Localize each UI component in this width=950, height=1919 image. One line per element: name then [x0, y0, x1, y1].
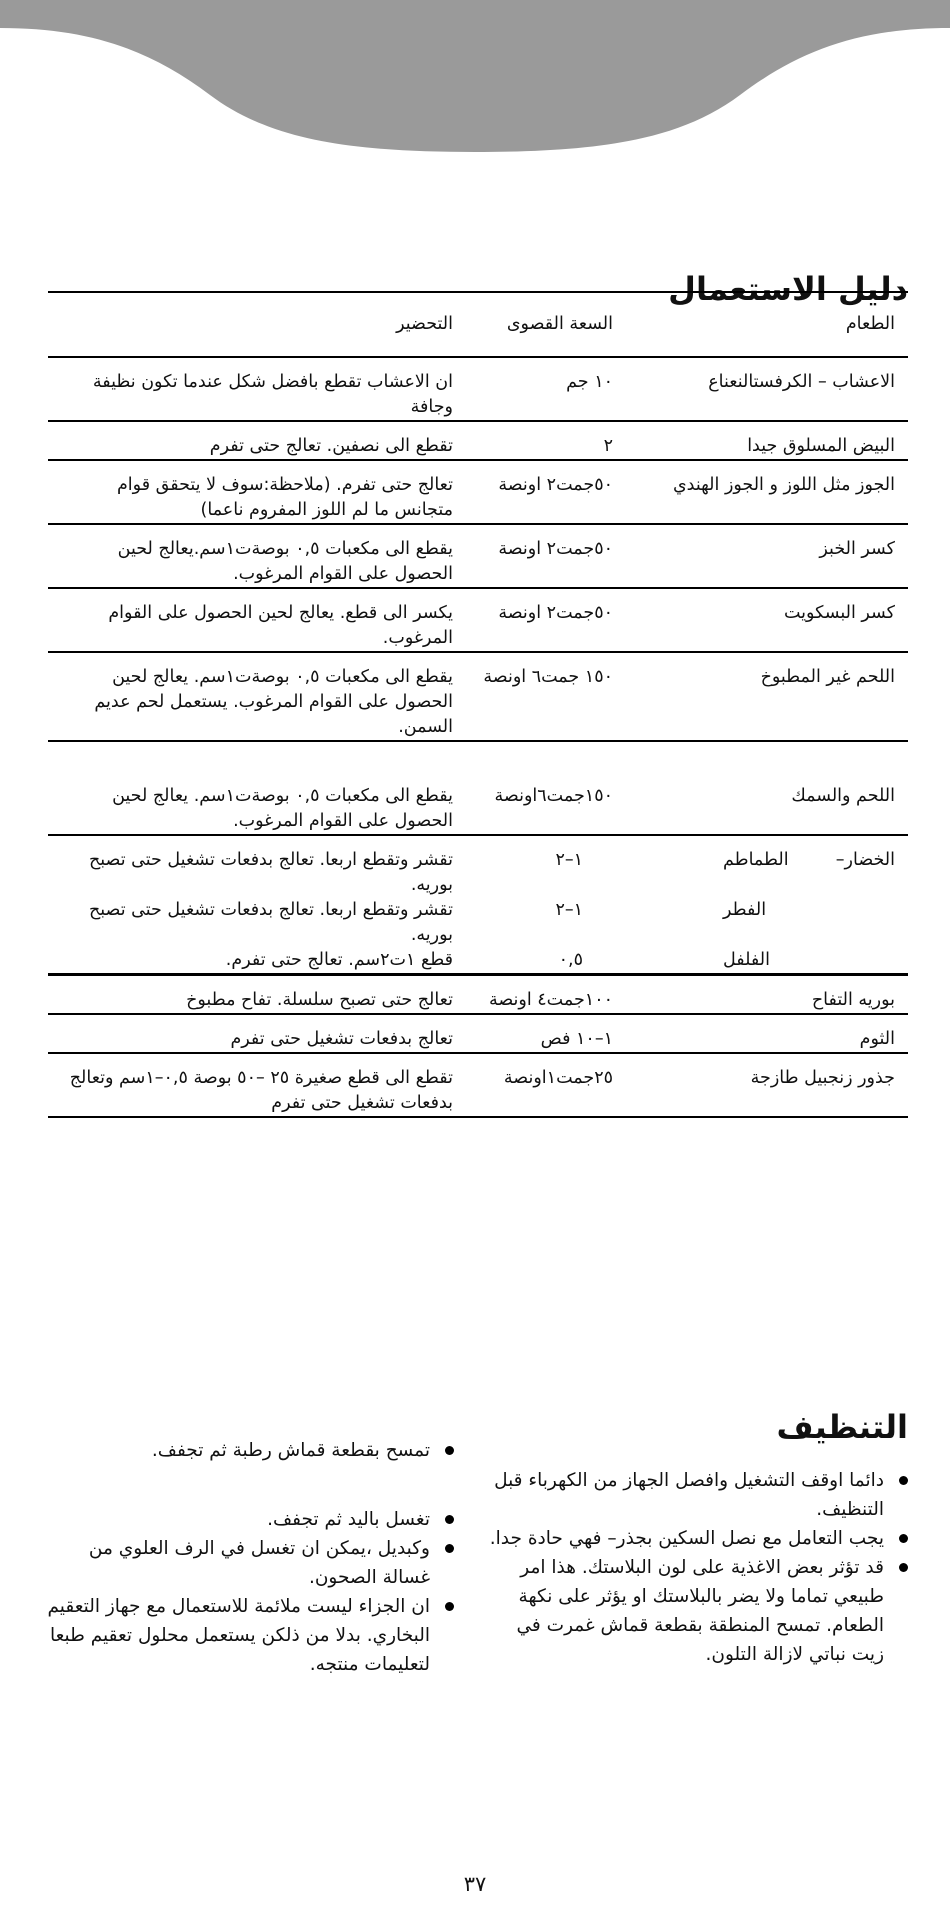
capacity-cell: ١٥٠ جمت٦ اونصة: [483, 667, 613, 687]
list-item: قد تؤثر بعض الاغذية على لون البلاستك. هذا امر طبيعي تماما ولا يضر بالبلاستك او يؤثر على نكهة الطعام. تمسح المنطقة بقطعة قماش غمرت في زيت نباتي لازالة التلون.: [488, 1553, 908, 1669]
food-cell: كسر الخبز: [819, 539, 895, 559]
preparation-cell: تقطع الى نصفين. تعالج حتى تفرم: [209, 436, 453, 456]
capacity-cell: ١–١٠ فص: [540, 1029, 613, 1049]
capacity-cell: [453, 835, 613, 975]
food-cell: كسر البسكويت: [783, 603, 895, 623]
capacity-cell: ٢: [603, 436, 613, 456]
vegetables-row: [48, 835, 908, 975]
vegetable-capacity: ١–٢: [555, 850, 583, 870]
cleaning-list-right: [488, 1466, 908, 1669]
preparation-cell: تعالج حتى تصبح سلسلة. تفاح مطبوخ: [186, 990, 453, 1010]
food-cell: بوريه التفاح: [811, 990, 895, 1010]
preparation-cell: يقطع الى مكعبات ٠,٥ بوصةت١سم. يعالج لحين الحصول على القوام المرغوب. يستعمل لحم عديم السمن.: [94, 667, 453, 737]
vegetable-line: [613, 948, 895, 973]
table-row: [48, 741, 908, 835]
preparation-cell: ان الاعشاب تقطع بافضل شكل عندما تكون نظيفة وجافة: [92, 372, 453, 417]
capacity-cell: ١٠ جم: [566, 372, 613, 392]
food-cell: البيض المسلوق جيدا: [747, 436, 895, 456]
vegetable-name: الطماطم: [723, 850, 789, 870]
preparation-cell: تعالج بدفعات تشغيل حتى تفرم: [230, 1029, 453, 1049]
header-food: الطعام: [845, 314, 895, 334]
header-capacity: السعة القصوى: [506, 314, 613, 334]
cleaning-list-left: [44, 1436, 454, 1679]
preparation-cell: تعالج حتى تفرم. (ملاحظة:سوف لا يتحقق قوام متجانس ما لم اللوز المفروم ناعما): [116, 475, 453, 520]
list-item: دائما اوقف التشغيل وافصل الجهاز من الكهرباء قبل التنظيف.: [488, 1466, 908, 1524]
vegetable-preparation: تقشر وتقطع اربعا. تعالج بدفعات تشغيل حتى تصبح بوريه.: [88, 850, 453, 895]
table-row: [48, 460, 908, 524]
preparation-cell: يكسر الى قطع. يعالج لحين الحصول على القوام المرغوب.: [108, 603, 453, 648]
food-cell: اللحم والسمك: [791, 786, 895, 806]
food-cell: الثوم: [859, 1029, 895, 1049]
table-row: [48, 1053, 908, 1117]
table-row: [48, 975, 908, 1015]
vegetable-capacity: ١–٢: [555, 900, 583, 920]
table-header-row: [48, 292, 908, 357]
table-row: [48, 652, 908, 741]
capacity-cell: ٥٠جمت٢ اونصة: [498, 475, 613, 495]
list-item: وكبديل ،يمكن ان تغسل في الرف العلوي من غسالة الصحون.: [44, 1534, 454, 1592]
preparation-cell: تقطع الى قطع صغيرة ٢٥ –٥٠ بوصة ٠,٥–١سم وتعالج بدفعات تشغيل حتى تفرم: [69, 1068, 453, 1113]
list-item: يجب التعامل مع نصل السكين بجذر– فهي حادة جدا.: [488, 1524, 908, 1553]
capacity-cell: ١٥٠جمت٦اونصة: [494, 786, 613, 806]
list-item: ان الجزاء ليست ملائمة للاستعمال مع جهاز التعقيم البخاري. بدلا من ذلكن يستعمل محلول تعقيم طبعا لتعليمات منتجه.: [44, 1592, 454, 1679]
list-item: تغسل باليد ثم تجفف.: [44, 1505, 454, 1534]
decorative-header-wave: [0, 0, 950, 160]
preparation-cell: يقطع الى مكعبات ٠,٥ بوصةت١سم. يعالج لحين الحصول على القوام المرغوب.: [112, 786, 453, 831]
vegetable-preparation: تقشر وتقطع اربعا. تعالج بدفعات تشغيل حتى تصبح بوريه.: [88, 900, 453, 945]
table-row: [48, 524, 908, 588]
vegetable-name: الفلفل: [723, 950, 770, 970]
vegetables-group-label: الخضار–: [835, 850, 895, 870]
vegetable-line: [613, 898, 895, 923]
vegetable-capacity: ٠,٥: [558, 950, 583, 970]
list-item: تمسح بقطعة قماش رطبة ثم تجفف.: [44, 1436, 454, 1465]
capacity-cell: ٥٠جمت٢ اونصة: [498, 603, 613, 623]
table-row: [48, 421, 908, 460]
food-cell: [613, 835, 908, 975]
preparation-cell: [48, 835, 453, 975]
food-cell: اللحم غير المطبوخ: [760, 667, 895, 687]
capacity-cell: ١٠٠جمت٤ اونصة: [488, 990, 613, 1010]
header-preparation: التحضير: [396, 314, 453, 334]
vegetable-name: الفطر: [723, 900, 767, 920]
page-title: دليل الاستعمال: [668, 270, 908, 308]
cleaning-section-title: التنظيف: [776, 1408, 908, 1446]
page-number: ٣٧: [463, 1872, 487, 1896]
table-row: [48, 1014, 908, 1053]
food-cell: جذور زنجبيل طازجة: [750, 1068, 895, 1088]
vegetable-line: [613, 848, 895, 873]
preparation-cell: يقطع الى مكعبات ٠,٥ بوصةت١سم.يعالج لحين الحصول على القوام المرغوب.: [117, 539, 453, 584]
usage-guide-table: [48, 291, 908, 1118]
capacity-cell: ٥٠جمت٢ اونصة: [498, 539, 613, 559]
table-row: [48, 588, 908, 652]
vegetable-preparation: قطع ١ت٢سم. تعالج حتى تفرم.: [225, 950, 453, 970]
table-row: [48, 357, 908, 421]
capacity-cell: ٢٥جمت١اونصة: [503, 1068, 613, 1088]
food-cell: الاعشاب – الكرفستالنعناع: [708, 372, 895, 392]
food-cell: الجوز مثل اللوز و الجوز الهندي: [672, 475, 895, 495]
